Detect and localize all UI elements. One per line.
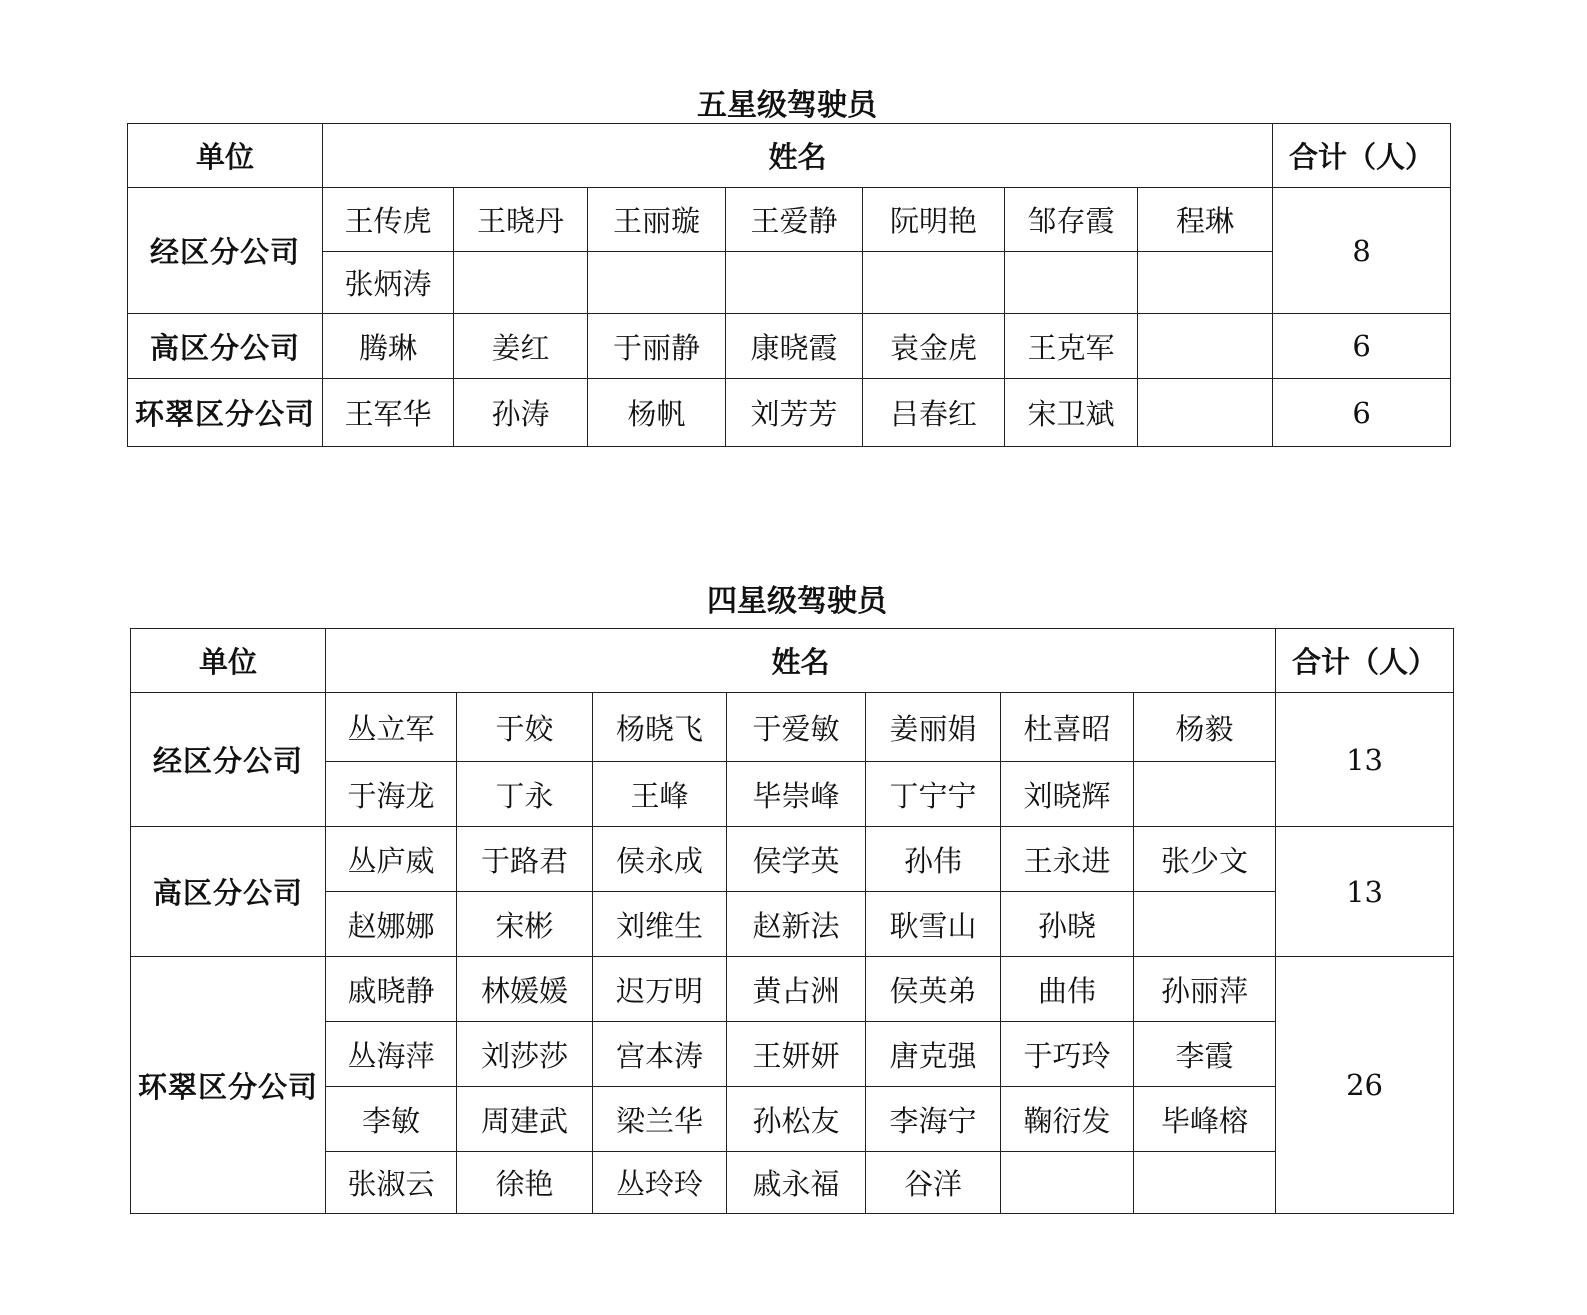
- name-cell: 赵娜娜: [326, 892, 457, 957]
- total-cell: 26: [1276, 957, 1454, 1214]
- name-cell: 赵新法: [727, 892, 866, 957]
- name-cell: 王永进: [1001, 827, 1134, 892]
- table-row: [131, 892, 1454, 957]
- name-cell: 宫本涛: [593, 1022, 727, 1087]
- name-cell: 曲伟: [1001, 957, 1134, 1022]
- table-row: [128, 379, 1451, 447]
- table-row: [131, 957, 1454, 1022]
- name-cell: 刘芳芳: [726, 379, 863, 447]
- name-cell: [1001, 1152, 1134, 1214]
- name-cell: 戚永福: [727, 1152, 866, 1214]
- unit-cell: 经区分公司: [128, 188, 323, 314]
- five-star-title: 五星级驾驶员: [697, 88, 877, 123]
- name-cell: 丁宁宁: [866, 762, 1001, 827]
- name-cell: 康晓霞: [726, 314, 863, 379]
- name-cell: 宋卫斌: [1005, 379, 1138, 447]
- name-cell: 李敏: [326, 1087, 457, 1152]
- table-row: [128, 252, 1451, 314]
- unit-cell: 环翠区分公司: [131, 957, 326, 1214]
- name-cell: 王军华: [323, 379, 454, 447]
- name-cell: 刘晓辉: [1001, 762, 1134, 827]
- table-row: [131, 1152, 1454, 1214]
- name-cell: 程琳: [1138, 188, 1273, 252]
- unit-header: 单位: [131, 629, 326, 693]
- name-cell: 阮明艳: [863, 188, 1005, 252]
- table-row: [131, 1087, 1454, 1152]
- name-cell: 李霞: [1134, 1022, 1276, 1087]
- unit-header: 单位: [128, 124, 323, 188]
- unit-cell: 环翠区分公司: [128, 379, 323, 447]
- name-cell: 耿雪山: [866, 892, 1001, 957]
- name-cell: [1134, 1152, 1276, 1214]
- name-cell: 姜红: [454, 314, 588, 379]
- total-header: 合计（人）: [1273, 124, 1451, 188]
- name-cell: 毕峰榕: [1134, 1087, 1276, 1152]
- total-cell: 8: [1273, 188, 1451, 314]
- name-cell: 孙晓: [1001, 892, 1134, 957]
- name-cell: 于爱敏: [727, 693, 866, 762]
- four-star-title: 四星级驾驶员: [707, 584, 887, 619]
- name-cell: 于姣: [457, 693, 593, 762]
- total-cell: 6: [1273, 379, 1451, 447]
- name-cell: 王丽璇: [588, 188, 726, 252]
- name-cell: 腾琳: [323, 314, 454, 379]
- name-cell: 邹存霞: [1005, 188, 1138, 252]
- total-header: 合计（人）: [1276, 629, 1454, 693]
- header-row: [131, 629, 1454, 693]
- name-cell: 丁永: [457, 762, 593, 827]
- name-cell: 于巧玲: [1001, 1022, 1134, 1087]
- name-cell: 丛玲玲: [593, 1152, 727, 1214]
- name-cell: [1138, 379, 1273, 447]
- table-row: [131, 762, 1454, 827]
- name-cell: 孙伟: [866, 827, 1001, 892]
- header-row: [128, 124, 1451, 188]
- name-cell: 孙涛: [454, 379, 588, 447]
- name-cell: 李海宁: [866, 1087, 1001, 1152]
- name-cell: 张炳涛: [323, 252, 454, 314]
- table-row: [128, 314, 1451, 379]
- name-cell: 王峰: [593, 762, 727, 827]
- name-cell: 杨帆: [588, 379, 726, 447]
- name-cell: 于丽静: [588, 314, 726, 379]
- table-row: [131, 693, 1454, 762]
- table-row: [131, 827, 1454, 892]
- name-cell: 侯英弟: [866, 957, 1001, 1022]
- total-cell: 13: [1276, 827, 1454, 957]
- unit-cell: 经区分公司: [131, 693, 326, 827]
- name-cell: 于路君: [457, 827, 593, 892]
- name-cell: 戚晓静: [326, 957, 457, 1022]
- name-cell: 王传虎: [323, 188, 454, 252]
- name-cell: 张少文: [1134, 827, 1276, 892]
- name-cell: 黄占洲: [727, 957, 866, 1022]
- name-cell: 谷洋: [866, 1152, 1001, 1214]
- name-cell: [588, 252, 726, 314]
- name-cell: 迟万明: [593, 957, 727, 1022]
- name-cell: 丛立军: [326, 693, 457, 762]
- name-cell: 孙丽萍: [1134, 957, 1276, 1022]
- name-cell: 杜喜昭: [1001, 693, 1134, 762]
- five-star-table: [127, 123, 1451, 447]
- name-cell: 王晓丹: [454, 188, 588, 252]
- unit-cell: 高区分公司: [128, 314, 323, 379]
- name-cell: 于海龙: [326, 762, 457, 827]
- name-cell: 丛海萍: [326, 1022, 457, 1087]
- name-cell: 毕崇峰: [727, 762, 866, 827]
- name-cell: 王妍妍: [727, 1022, 866, 1087]
- name-cell: [1134, 892, 1276, 957]
- name-cell: 侯永成: [593, 827, 727, 892]
- name-cell: 袁金虎: [863, 314, 1005, 379]
- name-cell: [1138, 314, 1273, 379]
- name-cell: 杨毅: [1134, 693, 1276, 762]
- name-cell: 孙松友: [727, 1087, 866, 1152]
- name-cell: 王克军: [1005, 314, 1138, 379]
- name-cell: [454, 252, 588, 314]
- unit-cell: 高区分公司: [131, 827, 326, 957]
- name-cell: [1138, 252, 1273, 314]
- name-cell: 吕春红: [863, 379, 1005, 447]
- name-cell: [1005, 252, 1138, 314]
- name-cell: 刘维生: [593, 892, 727, 957]
- name-cell: 宋彬: [457, 892, 593, 957]
- name-cell: 唐克强: [866, 1022, 1001, 1087]
- name-cell: [1134, 762, 1276, 827]
- name-cell: 姜丽娟: [866, 693, 1001, 762]
- name-cell: 林媛媛: [457, 957, 593, 1022]
- total-cell: 6: [1273, 314, 1451, 379]
- names-header: 姓名: [323, 124, 1273, 188]
- name-cell: 梁兰华: [593, 1087, 727, 1152]
- total-cell: 13: [1276, 693, 1454, 827]
- name-cell: 丛庐威: [326, 827, 457, 892]
- table-row: [131, 1022, 1454, 1087]
- four-star-table: [130, 628, 1454, 1214]
- table-row: [128, 188, 1451, 252]
- names-header: 姓名: [326, 629, 1276, 693]
- name-cell: 刘莎莎: [457, 1022, 593, 1087]
- name-cell: 张淑云: [326, 1152, 457, 1214]
- name-cell: [863, 252, 1005, 314]
- name-cell: 杨晓飞: [593, 693, 727, 762]
- name-cell: 侯学英: [727, 827, 866, 892]
- name-cell: 徐艳: [457, 1152, 593, 1214]
- name-cell: 鞠衍发: [1001, 1087, 1134, 1152]
- name-cell: 周建武: [457, 1087, 593, 1152]
- name-cell: 王爱静: [726, 188, 863, 252]
- name-cell: [726, 252, 863, 314]
